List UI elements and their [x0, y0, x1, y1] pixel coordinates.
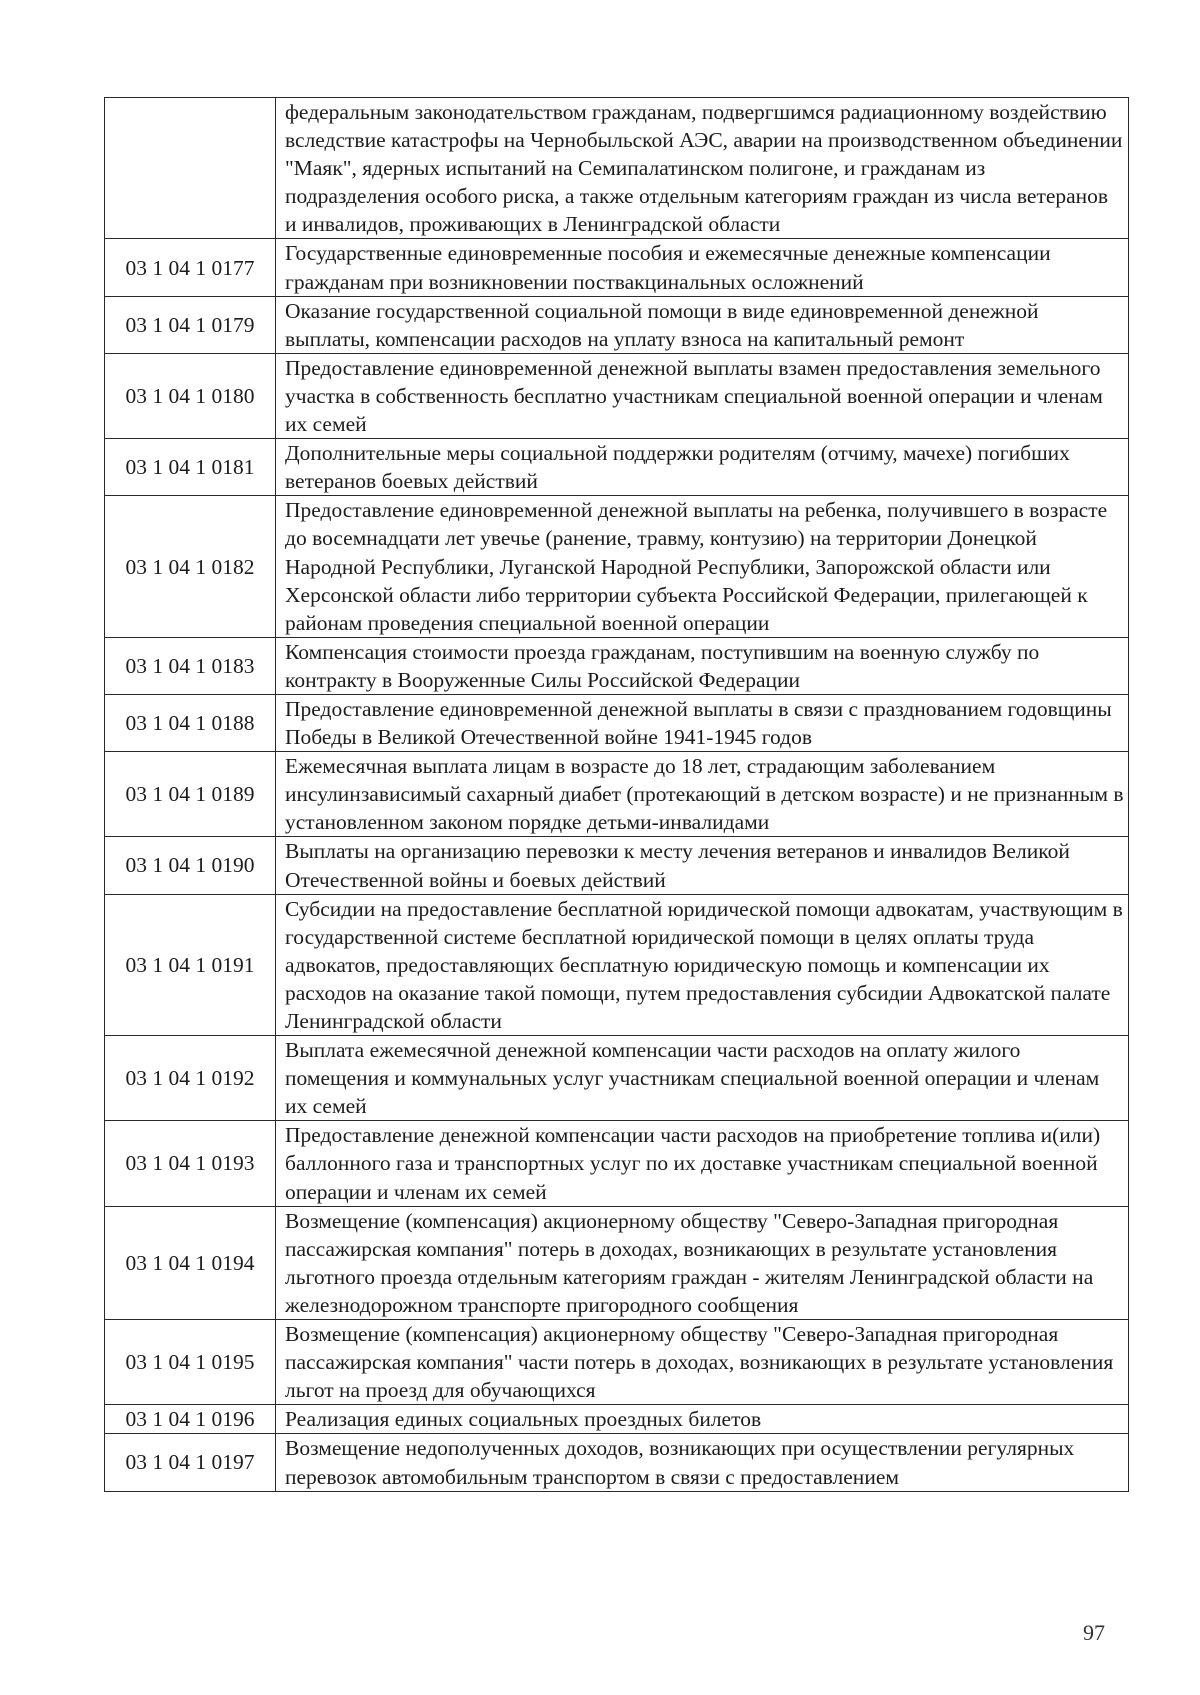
- table-row: [105, 353, 1129, 438]
- row-code: [105, 98, 276, 239]
- row-code: 03 1 04 1 0193: [105, 1121, 276, 1206]
- row-description: Ежемесячная выплата лицам в возрасте до 18 лет, страдающим заболеванием инсулинзависимый сахарный диабет (протекающий в детском возрасте) и не признанным в установленном законом порядке детьми-инвалидами: [276, 752, 1129, 837]
- row-description: Выплаты на организацию перевозки к месту лечения ветеранов и инвалидов Великой Отечественной войны и боевых действий: [276, 837, 1129, 894]
- row-description: Предоставление единовременной денежной выплаты в связи с празднованием годовщины Победы в Великой Отечественной войне 1941-1945 годов: [276, 694, 1129, 751]
- row-code: 03 1 04 1 0190: [105, 837, 276, 894]
- table-row: [105, 296, 1129, 353]
- table-row: [105, 637, 1129, 694]
- table-row: [105, 837, 1129, 894]
- row-code: 03 1 04 1 0196: [105, 1405, 276, 1434]
- row-code: 03 1 04 1 0183: [105, 637, 276, 694]
- table-row: [105, 1405, 1129, 1434]
- table-row: [105, 1206, 1129, 1319]
- page-number: 97: [1083, 1620, 1105, 1645]
- row-code: 03 1 04 1 0188: [105, 694, 276, 751]
- table-row: [105, 694, 1129, 751]
- row-description: Предоставление единовременной денежной выплаты взамен предоставления земельного участка в собственность бесплатно участникам специальной военной операции и членам их семей: [276, 353, 1129, 438]
- row-code: 03 1 04 1 0197: [105, 1434, 276, 1491]
- row-description: Государственные единовременные пособия и ежемесячные денежные компенсации гражданам при возникновении поствакцинальных осложнений: [276, 239, 1129, 296]
- table-row: [105, 1320, 1129, 1405]
- row-description: Возмещение недополученных доходов, возникающих при осуществлении регулярных перевозок автомобильным транспортом в связи с предоставлением: [276, 1434, 1129, 1491]
- row-code: 03 1 04 1 0191: [105, 894, 276, 1035]
- row-description: Субсидии на предоставление бесплатной юридической помощи адвокатам, участвующим в государственной системе бесплатной юридической помощи в целях оплаты труда адвокатов, предоставляющих бесплатную юридическую помощь и компенсации их расходов на оказание такой помощи, путем предоставления субсидии Адвокатской палате Ленинградской области: [276, 894, 1129, 1035]
- row-code: 03 1 04 1 0182: [105, 496, 276, 637]
- row-description: Выплата ежемесячной денежной компенсации части расходов на оплату жилого помещения и коммунальных услуг участникам специальной военной операции и членам их семей: [276, 1036, 1129, 1121]
- row-description: Оказание государственной социальной помощи в виде единовременной денежной выплаты, компенсации расходов на уплату взноса на капитальный ремонт: [276, 296, 1129, 353]
- table-row: [105, 1036, 1129, 1121]
- table-row: [105, 1121, 1129, 1206]
- table-row: [105, 752, 1129, 837]
- row-description: Предоставление денежной компенсации части расходов на приобретение топлива и(или) баллонного газа и транспортных услуг по их доставке участникам специальной военной операции и членам их семей: [276, 1121, 1129, 1206]
- row-description: Возмещение (компенсация) акционерному обществу "Северо-Западная пригородная пассажирская компания" потерь в доходах, возникающих в результате установления льготного проезда отдельным категориям граждан - жителям Ленинградской области на железнодорожном транспорте пригородного сообщения: [276, 1206, 1129, 1319]
- row-description: Предоставление единовременной денежной выплаты на ребенка, получившего в возрасте до восемнадцати лет увечье (ранение, травму, контузию) на территории Донецкой Народной Республики, Луганской Народной Республики, Запорожской области или Херсонской области либо территории субъекта Российской Федерации, прилегающей к районам проведения специальной военной операции: [276, 496, 1129, 637]
- budget-code-table: [104, 97, 1129, 1492]
- row-description: Возмещение (компенсация) акционерному обществу "Северо-Западная пригородная пассажирская компания" части потерь в доходах, возникающих в результате установления льгот на проезд для обучающихся: [276, 1320, 1129, 1405]
- row-code: 03 1 04 1 0180: [105, 353, 276, 438]
- table-row: [105, 239, 1129, 296]
- row-description: федеральным законодательством гражданам, подвергшимся радиационному воздействию вследствие катастрофы на Чернобыльской АЭС, аварии на производственном объединении "Маяк", ядерных испытаний на Семипалатинском полигоне, и гражданам из подразделения особого риска, а также отдельным категориям граждан из числа ветеранов и инвалидов, проживающих в Ленинградской области: [276, 98, 1129, 239]
- table-row: [105, 496, 1129, 637]
- row-description: Реализация единых социальных проездных билетов: [276, 1405, 1129, 1434]
- row-description: Дополнительные меры социальной поддержки родителям (отчиму, мачехе) погибших ветеранов боевых действий: [276, 439, 1129, 496]
- row-code: 03 1 04 1 0194: [105, 1206, 276, 1319]
- row-code: 03 1 04 1 0195: [105, 1320, 276, 1405]
- row-description: Компенсация стоимости проезда гражданам, поступившим на военную службу по контракту в Вооруженные Силы Российской Федерации: [276, 637, 1129, 694]
- row-code: 03 1 04 1 0189: [105, 752, 276, 837]
- row-code: 03 1 04 1 0177: [105, 239, 276, 296]
- table-row: [105, 98, 1129, 239]
- table-row: [105, 894, 1129, 1035]
- table-row: [105, 1434, 1129, 1491]
- row-code: 03 1 04 1 0179: [105, 296, 276, 353]
- row-code: 03 1 04 1 0181: [105, 439, 276, 496]
- row-code: 03 1 04 1 0192: [105, 1036, 276, 1121]
- table-body: [105, 98, 1129, 1492]
- table-row: [105, 439, 1129, 496]
